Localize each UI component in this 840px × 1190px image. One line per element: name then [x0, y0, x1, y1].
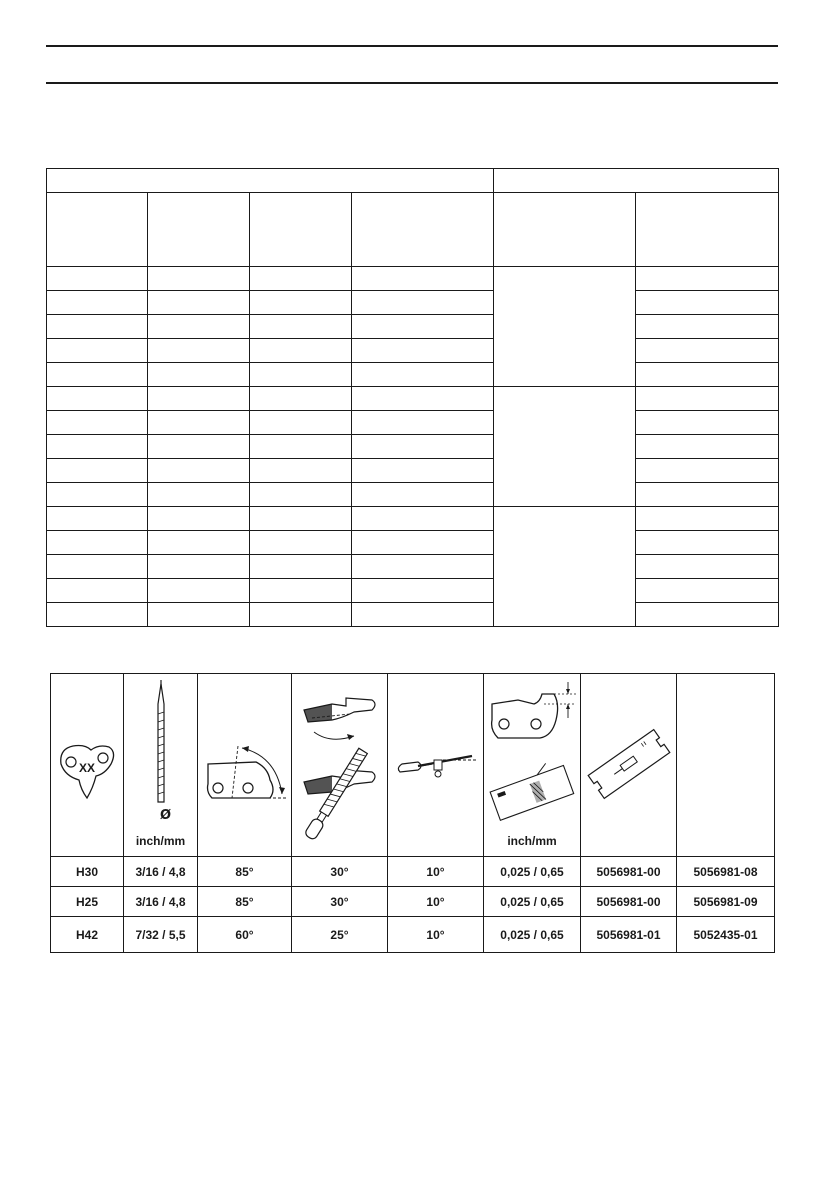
table-row	[47, 411, 779, 435]
top-plate-angle: 60°	[198, 917, 292, 953]
chain-code: H42	[51, 917, 124, 953]
cutter-tooth-icon	[51, 674, 124, 856]
depth-gauge: 0,025 / 0,65	[484, 857, 581, 887]
subheader-cell	[494, 193, 636, 267]
table-header-row	[47, 169, 779, 193]
filing-angle: 25°	[292, 917, 388, 953]
table-row	[51, 887, 775, 917]
table-row	[47, 555, 779, 579]
filing-template-cell	[581, 674, 677, 857]
header-group-right	[494, 169, 779, 193]
file-size: 3/16 / 4,8	[124, 887, 198, 917]
table-row	[47, 363, 779, 387]
table-row	[47, 603, 779, 627]
filing-angle-cell	[292, 674, 388, 857]
chain-combination-table	[46, 168, 779, 627]
template-part-number: 5056981-00	[581, 857, 677, 887]
holder-angle: 10°	[388, 917, 484, 953]
file-size: 3/16 / 4,8	[124, 857, 198, 887]
header-group-left	[47, 169, 494, 193]
table-row	[47, 291, 779, 315]
chain-code: H25	[51, 887, 124, 917]
depth-gauge-cell	[484, 674, 581, 857]
depth-gauge: 0,025 / 0,65	[484, 887, 581, 917]
file-holder-angle-icon	[388, 674, 484, 856]
table-row	[47, 339, 779, 363]
kit-part-number: 5052435-01	[677, 917, 775, 953]
table-row	[47, 315, 779, 339]
table-row	[47, 507, 779, 531]
top-plate-angle: 85°	[198, 857, 292, 887]
cutter-tooth-cell	[51, 674, 124, 857]
depth-gauge-unit: inch/mm	[507, 834, 557, 848]
subheader-cell	[636, 193, 779, 267]
filing-angle: 30°	[292, 857, 388, 887]
top-rule	[46, 45, 778, 47]
filing-angle: 30°	[292, 887, 388, 917]
round-file-icon	[124, 674, 198, 856]
table-row	[51, 917, 775, 953]
table-subheader-row	[47, 193, 779, 267]
template-part-number: 5056981-00	[581, 887, 677, 917]
merged-cell	[494, 267, 636, 387]
file-size: 7/32 / 5,5	[124, 917, 198, 953]
table-row	[47, 531, 779, 555]
diameter-symbol: Ø	[160, 808, 172, 823]
subheader-cell	[148, 193, 250, 267]
merged-cell	[494, 387, 636, 507]
chain-code: H30	[51, 857, 124, 887]
file-holder-angle-cell	[388, 674, 484, 857]
holder-angle: 10°	[388, 887, 484, 917]
filing-angle-icon	[292, 674, 388, 856]
table-row	[47, 459, 779, 483]
table-row	[47, 267, 779, 291]
depth-gauge-icon	[484, 674, 581, 856]
illustration-row	[51, 674, 775, 857]
table-row	[47, 579, 779, 603]
sharpening-spec-table	[50, 673, 775, 953]
table-row	[47, 387, 779, 411]
table-row	[51, 857, 775, 887]
top-plate-angle-cell	[198, 674, 292, 857]
top-plate-angle: 85°	[198, 887, 292, 917]
merged-cell	[494, 507, 636, 627]
header-rule	[46, 82, 778, 84]
subheader-cell	[352, 193, 494, 267]
subheader-cell	[47, 193, 148, 267]
subheader-cell	[250, 193, 352, 267]
table-row	[47, 435, 779, 459]
depth-gauge: 0,025 / 0,65	[484, 917, 581, 953]
holder-angle: 10°	[388, 857, 484, 887]
round-file-cell	[124, 674, 198, 857]
table-row	[47, 483, 779, 507]
filing-template-icon	[581, 674, 677, 856]
tooth-marking-text: XX	[79, 761, 96, 775]
top-plate-angle-icon	[198, 674, 292, 856]
kit-part-number: 5056981-09	[677, 887, 775, 917]
empty-illustration-cell	[677, 674, 775, 857]
file-size-unit: inch/mm	[135, 834, 186, 848]
template-part-number: 5056981-01	[581, 917, 677, 953]
kit-part-number: 5056981-08	[677, 857, 775, 887]
